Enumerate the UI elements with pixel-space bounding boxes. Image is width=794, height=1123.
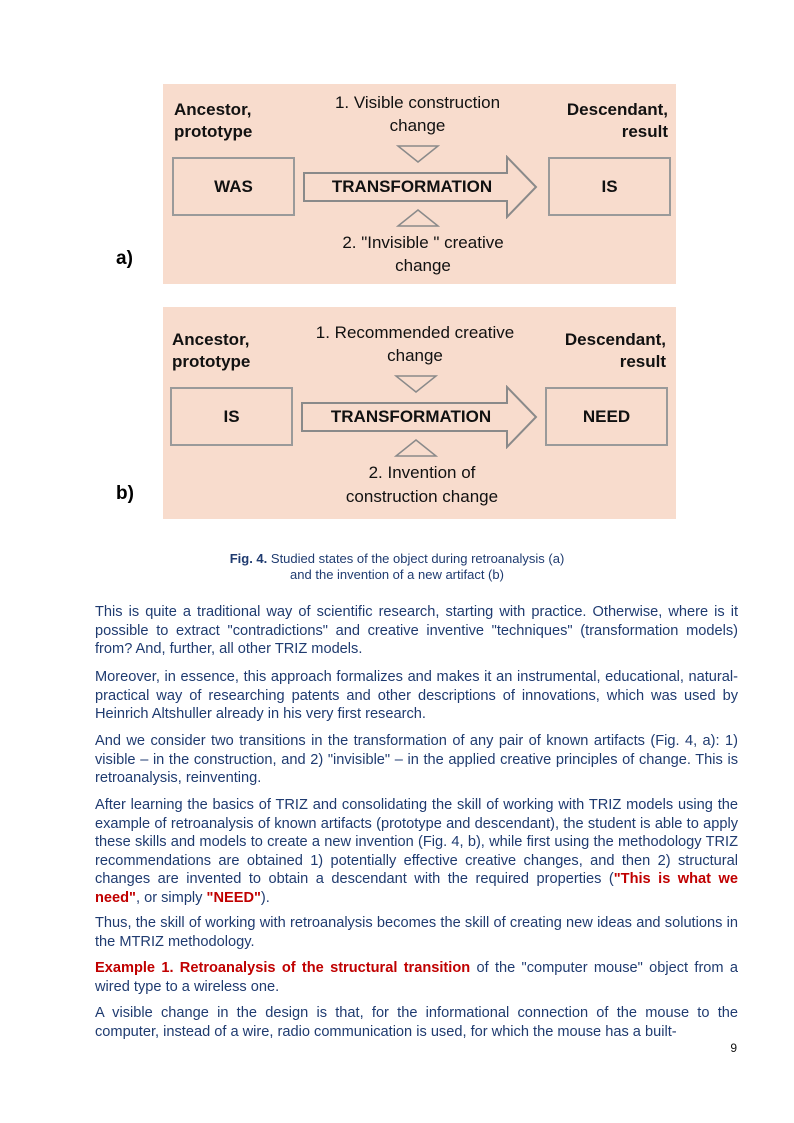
page-number: 9 xyxy=(730,1041,737,1055)
panel-a-label: a) xyxy=(116,248,133,269)
paragraph-4 xyxy=(95,796,738,907)
panel-a-left-title-2: prototype xyxy=(174,122,253,141)
paragraph-2: Moreover, in essence, this approach formalizes and makes it an instrumental, educational, natural-practical way of researching patents and other descriptions of innovations, which was used by Heinrich Altshuller already in his very first research. xyxy=(95,669,738,722)
figure-caption-line-1: Studied states of the object during retroanalysis (a) xyxy=(267,551,565,566)
figure-caption-label: Fig. 4. xyxy=(229,551,268,566)
panel-a-top-text-1: 1. Visible construction xyxy=(334,93,501,112)
panel-a-right-box: IS xyxy=(548,157,671,216)
panel-b-left-title-1: Ancestor, xyxy=(172,330,250,349)
figure-caption xyxy=(0,551,794,567)
panel-b-top-text-2: change xyxy=(387,346,443,365)
panel-a-right-title-2: result xyxy=(621,122,668,141)
panel-a-arrow-label: TRANSFORMATION xyxy=(331,177,493,196)
paragraph-4-highlight-need: "NEED" xyxy=(206,889,261,906)
figure-caption-line-2: and the invention of a new artifact (b) xyxy=(290,567,504,582)
panel-a-up-triangle-icon xyxy=(396,208,440,228)
panel-b-right-title-1: Descendant, xyxy=(564,330,666,349)
panel-b-up-triangle-icon xyxy=(394,438,438,458)
paragraph-4-text-mid: , or simply xyxy=(135,889,207,906)
panel-a-left-box: WAS xyxy=(172,157,295,216)
paragraph-4-text-end: ). xyxy=(260,889,270,906)
panel-b-top-text-1: 1. Recommended creative xyxy=(315,323,515,342)
paragraph-6 xyxy=(95,959,738,996)
panel-a-bottom-text-1: 2. "Invisible " creative xyxy=(342,233,504,252)
panel-a-bottom-text-2: change xyxy=(395,256,451,275)
paragraph-6-text: of the "computer mouse" object from a wired type to a wireless one. xyxy=(95,960,738,995)
panel-a-right-title-1: Descendant, xyxy=(566,100,668,119)
panel-a-top-text-2: change xyxy=(389,116,446,135)
paragraph-4-highlight-need-phrase: "This is what we need" xyxy=(95,871,738,906)
panel-b-right-title-2: result xyxy=(619,352,666,371)
panel-b-right-box: NEED xyxy=(545,387,668,446)
panel-b-arrow-label: TRANSFORMATION xyxy=(330,407,492,426)
paragraph-4-text: After learning the basics of TRIZ and consolidating the skill of working with TRIZ models using the example of retroanalysis of known artifacts (prototype and descendant), the student is able to apply these skills and models to create a new invention (Fig. 4, b), while first using the methodology TRIZ recommendations are obtained 1) potentially effective creative changes, and then 2) structural changes are invented to obtain a descendant with the required properties ( xyxy=(95,797,738,887)
paragraph-3: And we consider two transitions in the transformation of any pair of known artifacts (Fig. 4, a): 1) visible – in the construction, and 2) "invisible" – in the applied creative principles of change. This is retroanalysis, reinventing. xyxy=(95,733,738,786)
paragraph-5: Thus, the skill of working with retroanalysis becomes the skill of creating new ideas and solutions in the MTRIZ methodology. xyxy=(95,915,738,950)
panel-b-bottom-text-1: 2. Invention of xyxy=(368,463,476,482)
panel-b-label: b) xyxy=(116,483,134,504)
paragraph-7: A visible change in the design is that, for the informational connection of the mouse to the computer, instead of a wire, radio communication is used, for which the mouse has a built- xyxy=(95,1005,738,1040)
paragraph-1: This is quite a traditional way of scientific research, starting with practice. Otherwise, where is it possible to extract "contradictions" and creative inventive "techniques" (transformation models) from? And, further, all other TRIZ models. xyxy=(95,604,738,657)
example-heading: Example 1. Retroanalysis of the structural transition xyxy=(95,960,471,976)
panel-b-left-title-2: prototype xyxy=(172,352,251,371)
panel-a-left-title-1: Ancestor, xyxy=(174,100,252,119)
panel-b-bottom-text-2: construction change xyxy=(345,487,499,506)
panel-b-left-box: IS xyxy=(170,387,293,446)
